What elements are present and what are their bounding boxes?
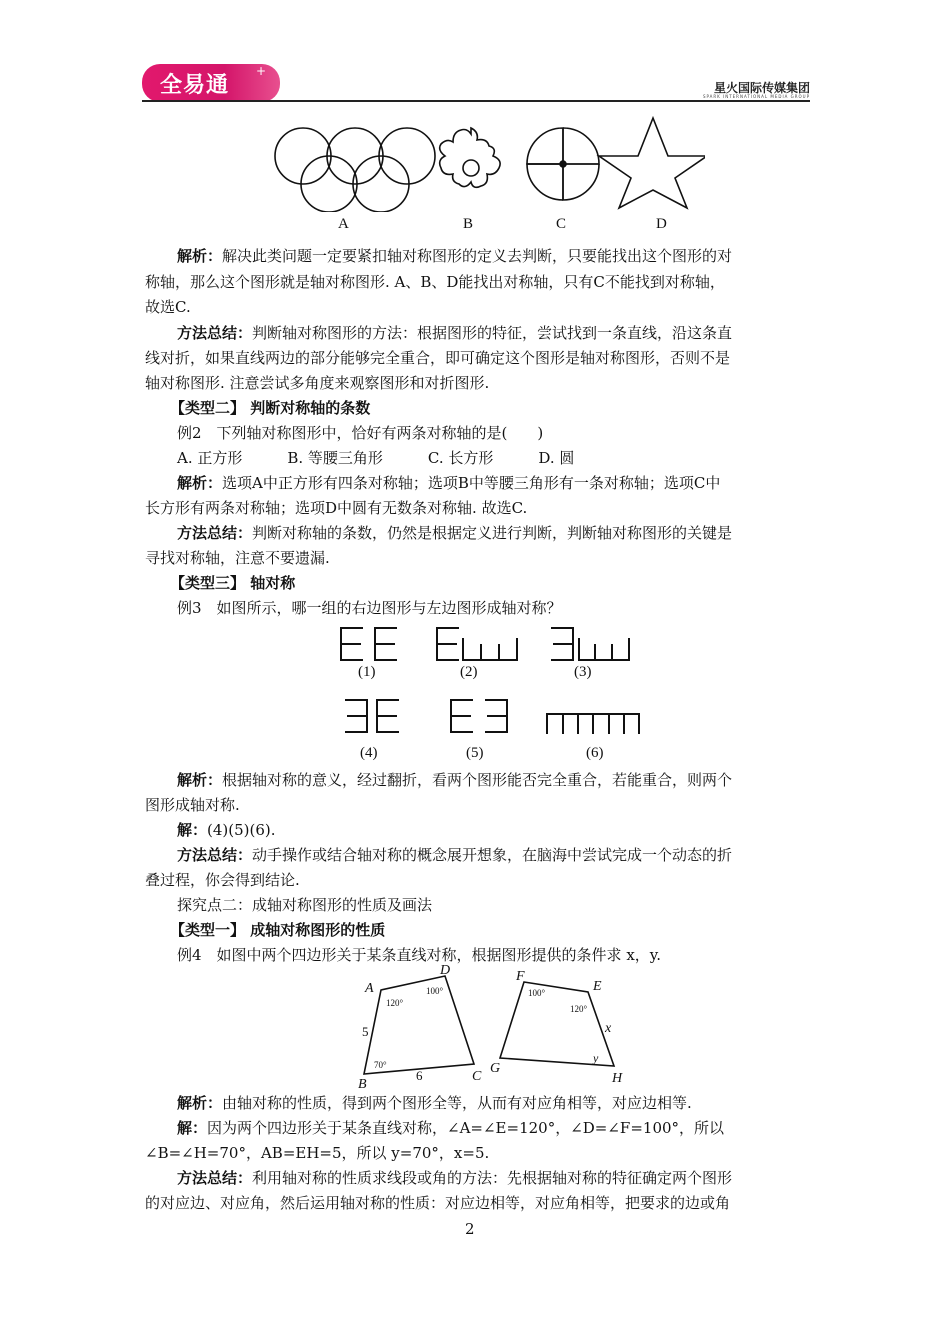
pair-6-right — [593, 714, 639, 734]
method-summary-4: 方法总结：利用轴对称的性质求线段或角的方法：先根据轴对称的特征确定两个图形 — [177, 1169, 733, 1187]
pinwheel-shape — [527, 128, 599, 200]
angle-a-120: 120° — [386, 998, 404, 1008]
figure-e-shape-pairs — [335, 622, 655, 742]
example-2-question: 例2 下列轴对称图形中，恰好有两条对称轴的是( ) — [177, 424, 544, 442]
fig3-label-6: (6) — [586, 745, 604, 761]
vertex-e: E — [593, 979, 602, 994]
text-line: 叠过程，你会得到结论. — [145, 871, 300, 889]
pair-2-left — [437, 628, 459, 660]
pair-4-right — [377, 700, 399, 732]
angle-d-100: 100° — [426, 986, 444, 996]
text-line: ∠B=∠H=70°，AB=EH=5，所以 y=70°，x=5. — [145, 1144, 490, 1162]
vertex-b: B — [358, 1077, 367, 1092]
vertex-f: F — [516, 969, 525, 984]
text-line: 故选C. — [145, 298, 191, 316]
text-line: 寻找对称轴，注意不要遗漏. — [145, 549, 330, 567]
vertex-a: A — [365, 981, 374, 996]
pair-5-left — [451, 700, 473, 732]
method-summary-3: 方法总结：动手操作或结合轴对称的概念展开想象，在脑海中尝试完成一个动态的折 — [177, 846, 733, 864]
example-4-question: 例4 如图中两个四边形关于某条直线对称，根据图形提供的条件求 x，y. — [177, 946, 662, 964]
pair-6-left — [547, 714, 593, 734]
fig3-label-1: (1) — [358, 664, 376, 680]
solution-3: 解：(4)(5)(6). — [177, 821, 276, 839]
figure-symmetry-options — [265, 112, 705, 212]
snowflake-shape — [440, 128, 500, 187]
pair-3-left — [551, 628, 573, 660]
fig3-label-5: (5) — [466, 745, 484, 761]
side-ab-5: 5 — [362, 1024, 369, 1039]
vertex-h: H — [612, 1071, 623, 1086]
fig1-label-b: B — [463, 216, 474, 232]
fig1-label-a: A — [338, 216, 349, 232]
fig1-label-d: D — [656, 216, 667, 232]
pair-4-left — [345, 700, 367, 732]
publisher-name: 星火国际传媒集团 — [713, 81, 810, 95]
vertex-d: D — [440, 963, 451, 978]
analysis-paragraph-4: 解析：由轴对称的性质，得到两个图形全等，从而有对应角相等，对应边相等. — [177, 1094, 692, 1112]
method-summary-2: 方法总结：判断对称轴的条数，仍然是根据定义进行判断，判断轴对称图形的关键是 — [177, 524, 733, 542]
analysis-paragraph-3: 解析：根据轴对称的意义，经过翻折，看两个图形能否完全重合，若能重合，则两个 — [177, 771, 733, 789]
side-bc-6: 6 — [416, 1068, 423, 1083]
text-line: 的对应边、对应角，然后运用轴对称的性质：对应边相等，对应角相等，把要求的边或角 — [145, 1194, 731, 1212]
angle-h-y: y — [593, 1051, 599, 1065]
text-line: 图形成轴对称. — [145, 796, 240, 814]
analysis-paragraph-2: 解析：选项A中正方形有四条对称轴；选项B中等腰三角形有一条对称轴；选项C中 — [177, 474, 721, 492]
pair-1-right — [375, 628, 397, 660]
angle-b-70: 70° — [374, 1060, 387, 1070]
text-line: 长方形有两条对称轴；选项D中圆有无数条对称轴. 故选C. — [145, 499, 528, 517]
pair-2-right — [463, 638, 517, 660]
text-line: 轴对称图形. 注意尝试多角度来观察图形和对折图形. — [145, 374, 490, 392]
publisher-english: SPARK INTERNATIONAL MEDIA GROUP — [702, 94, 810, 99]
fig3-label-3: (3) — [574, 664, 592, 680]
figure-quadrilaterals — [350, 962, 640, 1092]
example-2-options: A. 正方形 B. 等腰三角形 C. 长方形 D. 圆 — [177, 449, 575, 467]
angle-e-120: 120° — [570, 1004, 588, 1014]
angle-f-100: 100° — [528, 988, 546, 998]
pair-5-right — [485, 700, 507, 732]
logo-mark: + — [256, 64, 267, 78]
fig3-label-4: (4) — [360, 745, 378, 761]
page-number: 2 — [465, 1220, 475, 1238]
side-eh-x: x — [605, 1021, 612, 1036]
example-3-question: 例3 如图所示，哪一组的右边图形与左边图形成轴对称？ — [177, 599, 562, 617]
analysis-paragraph-1: 解析：解决此类问题一定要紧扣轴对称图形的定义去判断，只要能找出这个图形的对 — [177, 247, 733, 265]
vertex-g: G — [490, 1061, 501, 1076]
vertex-c: C — [472, 1069, 482, 1084]
star-shape — [599, 118, 705, 208]
section-heading-type-2: 【类型二】 判断对称轴的条数 — [170, 399, 371, 417]
header-rule — [142, 100, 810, 102]
fig3-label-2: (2) — [460, 664, 478, 680]
logo-text: 全易通 — [160, 73, 230, 98]
section-heading-type-1: 【类型一】 成轴对称图形的性质 — [170, 921, 386, 939]
solution-4: 解：因为两个四边形关于某条直线对称，∠A=∠E=120°，∠D=∠F=100°，所以 — [177, 1119, 725, 1137]
section-heading-type-3: 【类型三】 轴对称 — [170, 574, 296, 592]
method-summary-1: 方法总结：判断轴对称图形的方法：根据图形的特征，尝试找到一条直线，沿这条直 — [177, 324, 733, 342]
text-line: 称轴，那么这个图形就是轴对称图形. A、B、D能找出对称轴，只有C不能找到对称轴， — [145, 273, 725, 291]
pair-1-left — [341, 628, 363, 660]
fig1-label-c: C — [556, 216, 567, 232]
text-line: 线对折，如果直线两边的部分能够完全重合，即可确定这个图形是轴对称图形，否则不是 — [145, 349, 731, 367]
exploration-point-2: 探究点二：成轴对称图形的性质及画法 — [177, 896, 433, 914]
pair-3-right — [579, 638, 629, 660]
